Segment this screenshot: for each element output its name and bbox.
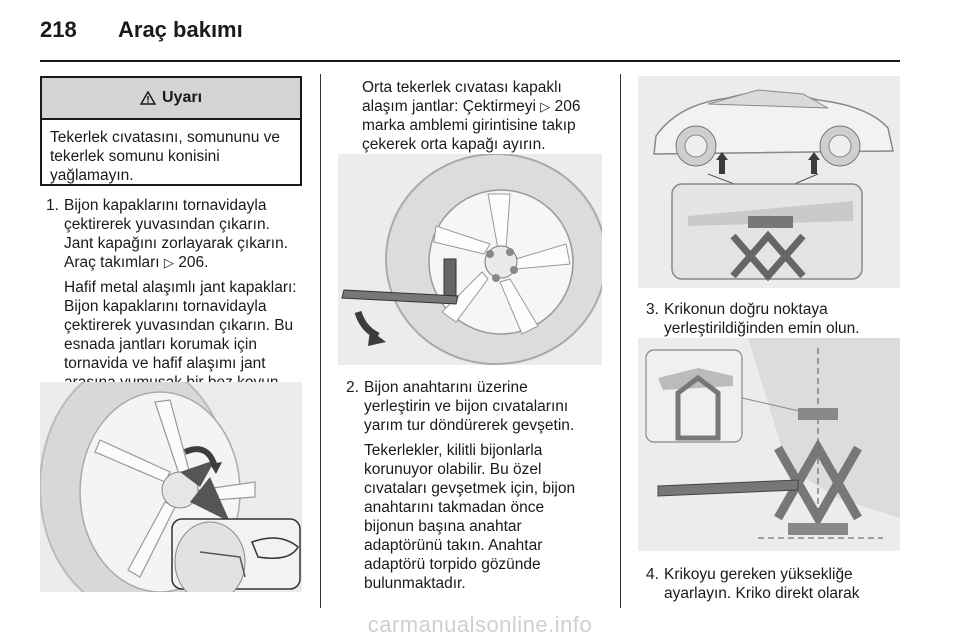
text-line: çekerek orta kapağı ayırın.	[362, 136, 546, 153]
warning-box	[40, 76, 302, 186]
header-rule	[40, 60, 900, 62]
page-reference-icon: ▷	[163, 255, 174, 270]
wheel-cap-illustration	[40, 382, 302, 592]
text-line: ayarlayın. Kriko direkt olarak	[664, 585, 860, 602]
warning-line: yağlamayın.	[50, 167, 134, 184]
text-line: Krikoyu gereken yüksekliğe	[664, 566, 853, 583]
text-line: adaptörü torpido gözünde	[364, 556, 541, 573]
text-line: anahtarını takmadan önce	[364, 499, 545, 516]
text-line: çektirerek yuvasından çıkarın. Bu	[64, 317, 294, 334]
text-line: bijonun başına anahtar	[364, 518, 522, 535]
column-divider-1	[320, 74, 321, 608]
warning-title: Uyarı	[161, 89, 203, 106]
text-line: Bijon kapaklarını tornavidayla	[64, 197, 267, 214]
text-line: bulunmaktadır.	[364, 575, 466, 592]
text-line: Krikonun doğru noktaya	[664, 301, 828, 318]
page-number: 218	[40, 17, 77, 42]
text-line: yerleştirin ve bijon cıvatalarını	[364, 398, 569, 415]
text-line: Hafif metal alaşımlı jant kapakları:	[64, 279, 297, 296]
warning-triangle-icon	[140, 91, 156, 105]
text-line: adaptörünü takın. Anahtar	[364, 537, 543, 554]
text-line: marka amblemi girintisine takıp	[362, 117, 576, 134]
text-line: Bijon kapaklarını tornavidayla	[64, 298, 267, 315]
list-number: 1.	[46, 197, 59, 214]
list-number: 3.	[646, 301, 659, 318]
text-line: çektirerek yuvasından çıkarın.	[64, 216, 270, 233]
scissor-jack-illustration	[638, 338, 900, 551]
jacking-point-illustration	[638, 76, 900, 288]
list-number: 2.	[346, 379, 359, 396]
text-line: cıvataları gevşetmek için, bijon	[364, 480, 576, 497]
step-3-text	[664, 300, 900, 338]
warning-header	[42, 78, 300, 120]
column-divider-2	[620, 74, 621, 608]
text-line: alaşım jantlar: Çektirmeyi ▷ 206	[362, 98, 581, 115]
wheel-wrench-illustration	[338, 154, 602, 365]
page-reference-icon: ▷	[540, 99, 551, 114]
text-line: tornavida ve hafif alaşımı jant	[64, 355, 266, 372]
step-1-text	[64, 196, 304, 392]
warning-text	[42, 120, 300, 193]
step-4-text	[664, 565, 900, 603]
warning-line: tekerlek somunu konisini	[50, 148, 220, 165]
warning-line: Tekerlek cıvatasını, somununu ve	[50, 129, 281, 146]
text-line: Bijon anahtarını üzerine	[364, 379, 528, 396]
page-title: Araç bakımı	[118, 17, 243, 42]
text-line: yarım tur döndürerek gevşetin.	[364, 417, 575, 434]
text-line: yerleştirildiğinden emin olun.	[664, 320, 860, 337]
center-cap-text	[362, 78, 612, 154]
watermark: carmanualsonline.info	[367, 612, 593, 637]
text-line: korunuyor olabilir. Bu özel	[364, 461, 542, 478]
list-number: 4.	[646, 566, 659, 583]
text-line: esnada jantları korumak için	[64, 336, 257, 353]
text-line: Orta tekerlek cıvatası kapaklı	[362, 79, 562, 96]
step-2-text	[364, 378, 614, 593]
text-line: Jant kapağını zorlayarak çıkarın.	[64, 235, 289, 252]
text-line: Tekerlekler, kilitli bijonlarla	[364, 442, 543, 459]
text-line: Araç takımları ▷ 206.	[64, 254, 209, 271]
